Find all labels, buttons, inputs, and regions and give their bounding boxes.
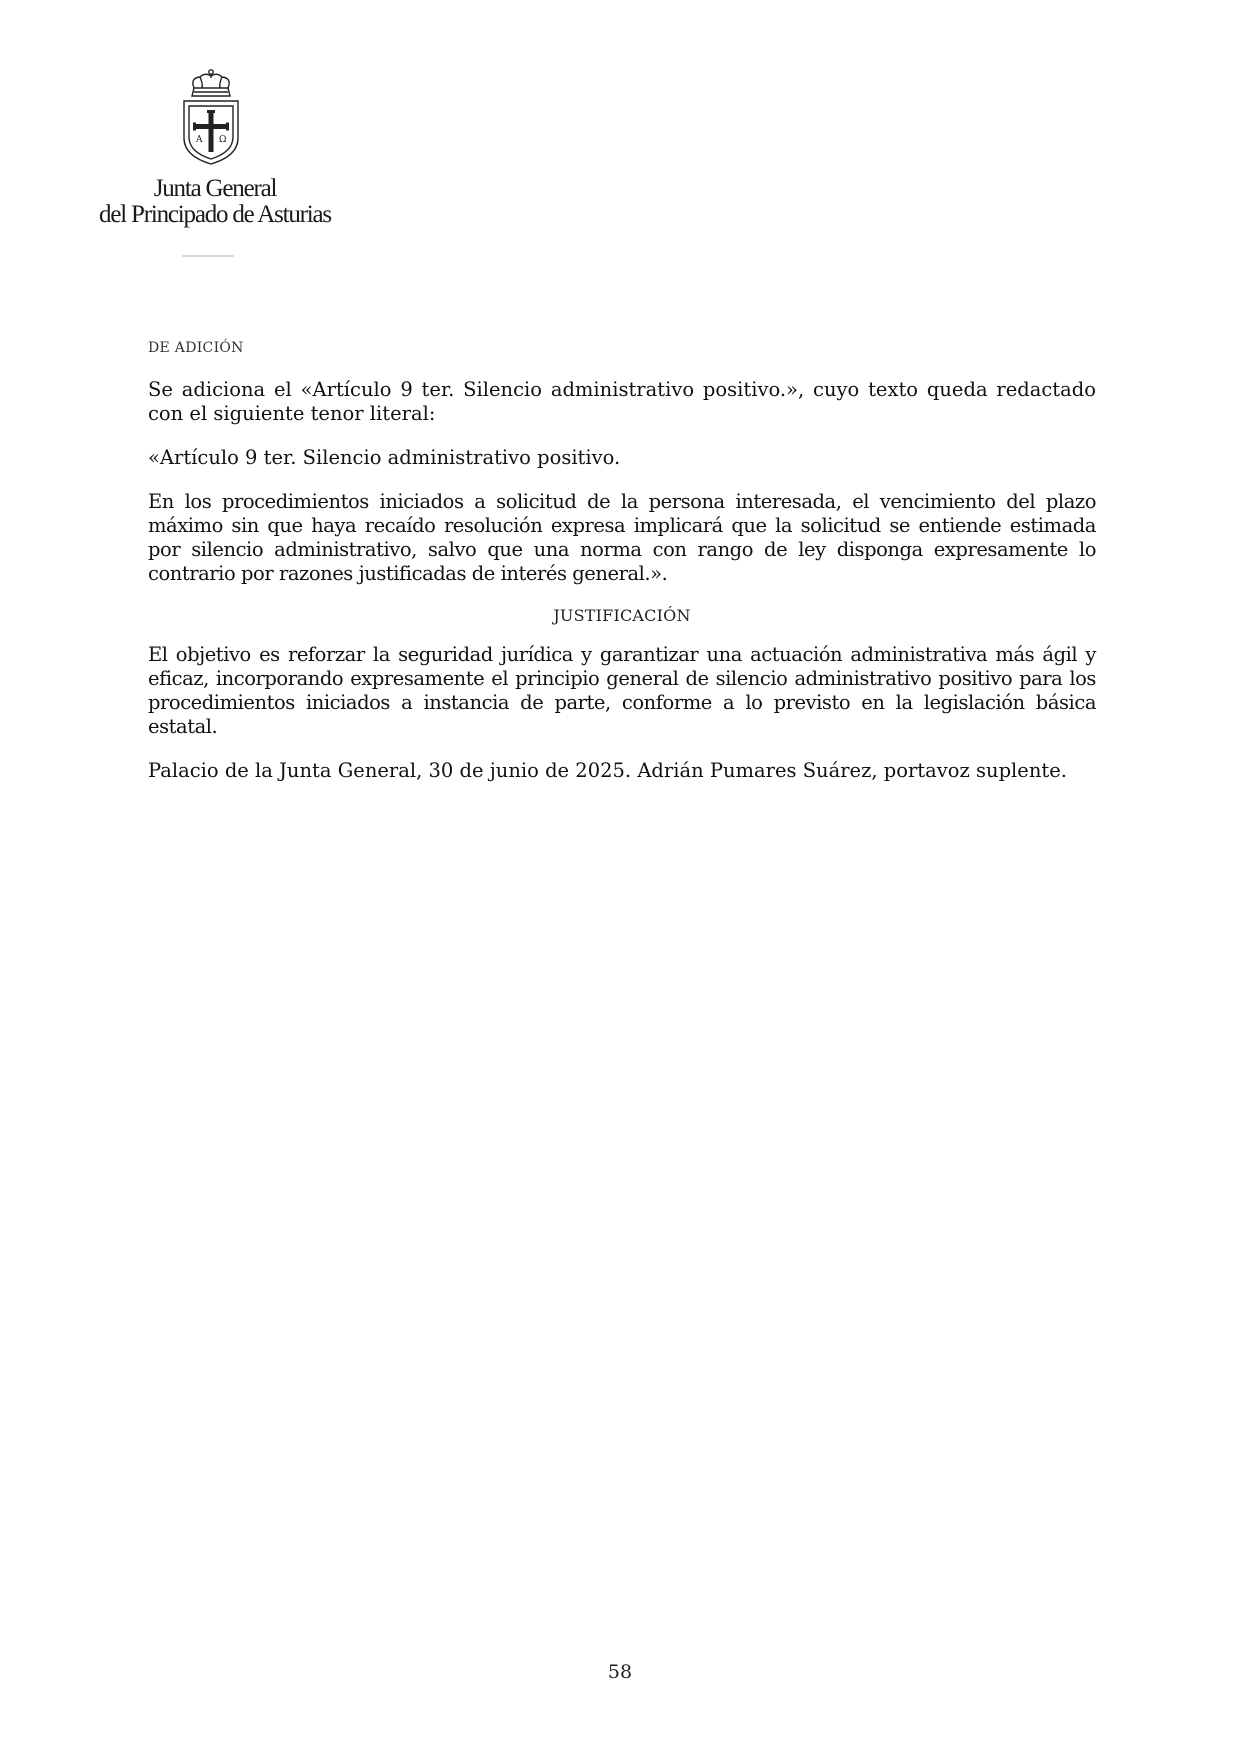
coat-of-arms-asturias-icon (178, 68, 244, 168)
paragraph-amendment-intro: Se adiciona el «Artículo 9 ter. Silencio administrativo positivo.», cuyo texto queda redactado con el siguiente tenor literal: (148, 378, 1096, 425)
svg-text:Ω: Ω (219, 135, 227, 145)
svg-text:A: A (196, 135, 203, 145)
paragraph-article-title: «Artículo 9 ter. Silencio administrativo positivo. (148, 446, 621, 469)
section-label: DE ADICIÓN (148, 340, 244, 356)
institution-name (80, 176, 350, 228)
justification-heading: JUSTIFICACIÓN (553, 606, 691, 625)
page-number: 58 (607, 1661, 633, 1683)
document-body (148, 340, 1096, 803)
paragraph-signature: Palacio de la Junta General, 30 de junio de 2025. Adrián Pumares Suárez, portavoz suplente. (148, 759, 1067, 782)
paragraph-justification: El objetivo es reforzar la seguridad jurídica y garantizar una actuación administrativa más ágil y eficaz, incorporando expresamente el principio general de silencio administrativo positivo para los procedimientos iniciados a instancia de parte, conforme a lo previsto en la legislación básica estatal. (148, 643, 1096, 738)
paragraph-article-text: En los procedimientos iniciados a solicitud de la persona interesada, el vencimiento del plazo máximo sin que haya recaído resolución expresa implicará que la solicitud se entiende estimada por silencio administrativo, salvo que una norma con rango de ley disponga expresamente lo contrario por razones justificadas de interés general.». (148, 490, 1096, 585)
institution-name-line2: del Principado de Asturias (99, 201, 331, 228)
header-divider (182, 255, 234, 257)
institution-name-line1: Junta General (153, 175, 277, 202)
